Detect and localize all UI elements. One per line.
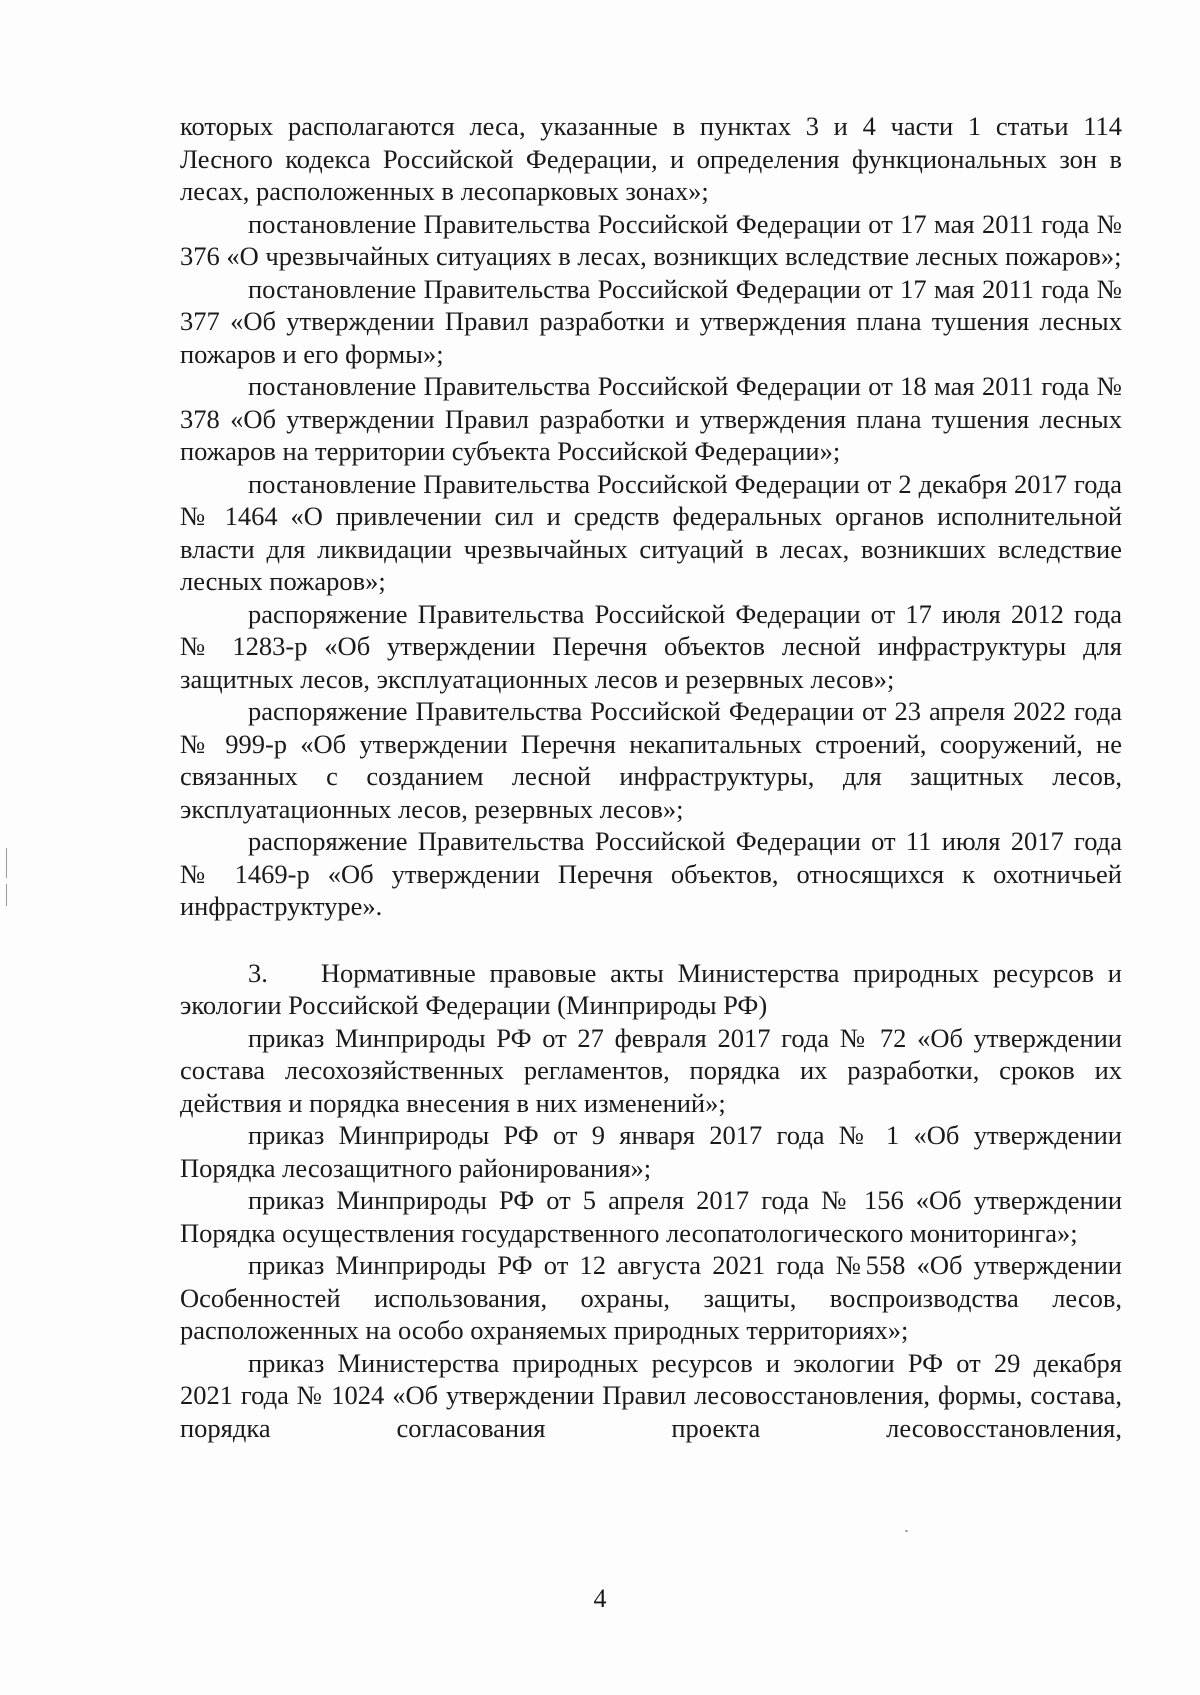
ministry-act-item: приказ Минприроды РФ от 9 января 2017 года № 1 «Об утверждении Порядка лесозащитного районирования»;	[180, 1120, 1122, 1183]
government-act-item: постановление Правительства Российской Федерации от 18 мая 2011 года № 378 «Об утверждении Правил разработки и утверждения плана тушения лесных пожаров на территории субъекта Российской Федерации»;	[180, 371, 1122, 466]
government-act-item: постановление Правительства Российской Федерации от 17 мая 2011 года № 377 «Об утверждении Правил разработки и утверждения плана тушения лесных пожаров и его формы»;	[180, 273, 1122, 369]
ministry-act-item: приказ Минприроды РФ от 5 апреля 2017 года № 156 «Об утверждении Порядка осуществления государственного лесопатологического мониторинга»;	[180, 1185, 1122, 1248]
ministry-act-item: приказ Министерства природных ресурсов и экологии РФ от 29 декабря 2021 года № 1024 «Об утверждении Правил лесовосстановления, формы, состава, порядка согласования проекта лесовосстановления,	[180, 1347, 1122, 1443]
continued-paragraph: которых располагаются леса, указанные в пунктах 3 и 4 части 1 статьи 114 Лесного кодекса Российской Федерации, и определения функциональных зон в лесах, расположенных в лесопарковых зонах»;	[180, 111, 1122, 206]
scan-speck	[905, 1530, 908, 1532]
scan-margin-mark	[6, 848, 7, 878]
government-act-item: постановление Правительства Российской Федерации от 2 декабря 2017 года № 1464 «О привлечении сил и средств федеральных органов исполнительной власти для ликвидации чрезвычайных ситуаций в лесах, возникших вследствие лесных пожаров»;	[180, 468, 1122, 596]
page-number: 4	[593, 1584, 607, 1613]
document-body	[180, 110, 1122, 1444]
scan-margin-mark	[6, 884, 7, 906]
government-act-item: распоряжение Правительства Российской Федерации от 17 июля 2012 года № 1283-р «Об утверждении Перечня объектов лесной инфраструктуры для защитных лесов, эксплуатационных лесов и резервных лесов»;	[180, 598, 1122, 694]
ministry-act-item: приказ Минприроды РФ от 12 августа 2021 года №558 «Об утверждении Особенностей использования, охраны, защиты, воспроизводства лесов, расположенных на особо охраняемых природных территориях»;	[180, 1250, 1122, 1345]
ministry-act-item: приказ Минприроды РФ от 27 февраля 2017 года № 72 «Об утверждении состава лесохозяйственных регламентов, порядка их разработки, сроков их действия и порядка внесения в них изменений»;	[180, 1022, 1122, 1118]
section-heading: 3. Нормативные правовые акты Министерства природных ресурсов и экологии Российской Федерации (Минприроды РФ)	[180, 957, 1122, 1020]
section-spacer	[180, 923, 1122, 957]
government-act-item: постановление Правительства Российской Федерации от 17 мая 2011 года № 376 «О чрезвычайных ситуациях в лесах, возникщих вследствие лесных пожаров»;	[180, 208, 1122, 271]
government-act-item: распоряжение Правительства Российской Федерации от 11 июля 2017 года № 1469-р «Об утверждении Перечня объектов, относящихся к охотничьей инфраструктуре».	[180, 826, 1122, 921]
government-act-item: распоряжение Правительства Российской Федерации от 23 апреля 2022 года № 999-р «Об утверждении Перечня некапитальных строений, сооружений, не связанных с созданием лесной инфраструктуры, для защитных лесов, эксплуатационных лесов, резервных лесов»;	[180, 696, 1122, 824]
